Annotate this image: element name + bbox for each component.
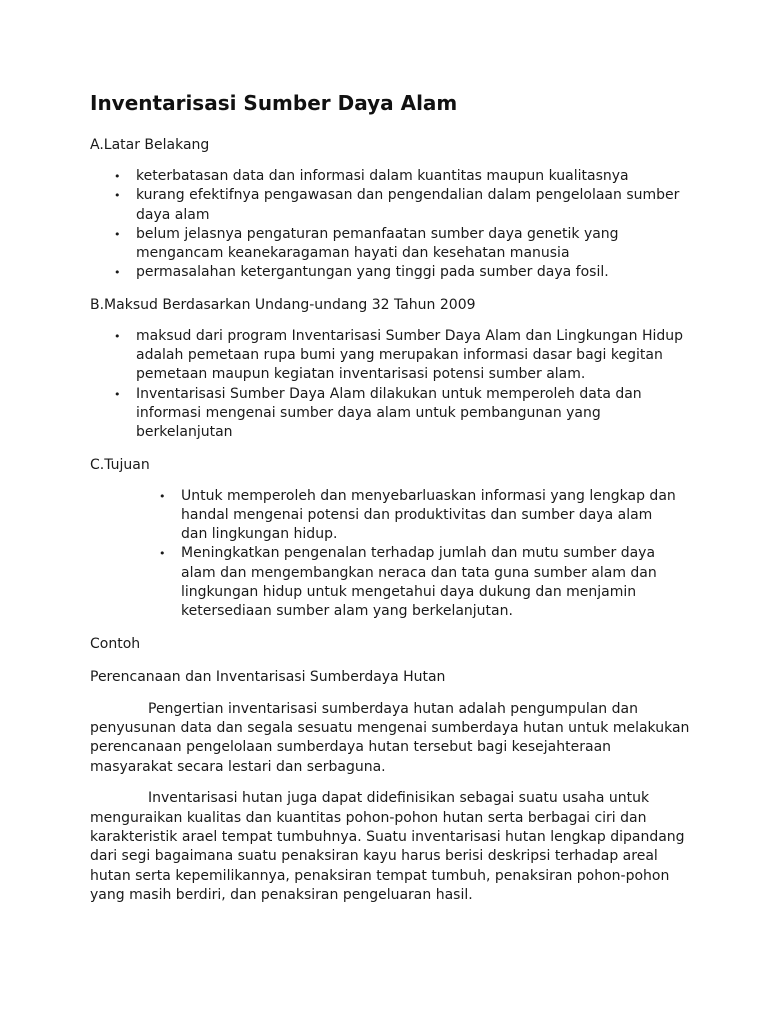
list-item: • Meningkatkan pengenalan terhadap jumlah dan mutu sumber daya alam dan mengembangkan neraca dan tata guna sumber alam dan lingkungan hidup untuk mengetahui daya dukung dan menjamin ketersediaan sumber alam yang berkelanjutan. [159, 545, 657, 620]
subtitle: Perencanaan dan Inventarisasi Sumberdaya Hutan [90, 668, 446, 685]
section-b-heading: B.Maksud Berdasarkan Undang-undang 32 Tahun 2009 [90, 296, 476, 313]
bullet-icon: • [114, 189, 121, 203]
section-a-list [90, 167, 690, 283]
bullet-icon: • [114, 227, 121, 241]
paragraph: Inventarisasi hutan juga dapat didefinisikan sebagai suatu usaha untuk menguraikan kualitas dan kuantitas pohon-pohon hutan serta berbagai ciri dan karakteristik arael tempat tumbuhnya. Suatu inventarisasi hutan lengkap dipandang dari segi bagaimana suatu penaksiran kayu harus berisi deskripsi terhadap areal hutan serta kepemilikannya, penaksiran tempat tumbuh, penaksiran pohon-pohon yang masih berdiri, dan penaksiran pengeluaran hasil. [90, 790, 685, 904]
bullet-icon: • [114, 170, 121, 183]
bullet-icon: • [159, 547, 166, 561]
bullet-icon: • [114, 266, 121, 280]
list-item: • Untuk memperoleh dan menyebarluaskan informasi yang lengkap dan handal mengenai potensi dan produktivitas dan sumber daya alam dan lingkungan hidup. [159, 487, 676, 543]
bullet-icon: • [114, 387, 121, 401]
document-title: Inventarisasi Sumber Daya Alam [90, 91, 458, 115]
section-b-list [90, 327, 690, 443]
list-item: • keterbatasan data dan informasi dalam kuantitas maupun kualitasnya [136, 167, 690, 186]
bullet-icon: • [114, 329, 121, 343]
section-a-heading: A.Latar Belakang [90, 137, 210, 153]
list-item: • kurang efektifnya pengawasan dan pengendalian dalam pengelolaan sumber daya alam [114, 187, 680, 223]
list-item: • permasalahan ketergantungan yang tinggi pada sumber daya fosil. [136, 263, 690, 282]
list-item: • belum jelasnya pengaturan pemanfaatan sumber daya genetik yang mengancam keanekaragaman hayati dan kesehatan manusia [114, 225, 619, 262]
paragraph: Pengertian inventarisasi sumberdaya hutan adalah pengumpulan dan penyusunan data dan segala sesuatu mengenai sumberdaya hutan untuk melakukan perencanaan pengelolaan sumberdaya hutan tersebut bagi kesejahteraan masyarakat secara lestari dan serbaguna. [90, 700, 690, 775]
section-c-heading: C.Tujuan [90, 456, 150, 473]
document-page [90, 88, 690, 918]
list-item: • maksud dari program Inventarisasi Sumber Daya Alam dan Lingkungan Hidup adalah pemetaan rupa bumi yang merupakan informasi dasar bagi kegitan pemetaan maupun kegiatan inventarisasi potensi sumber alam. [114, 327, 684, 383]
section-c-list [90, 487, 690, 622]
list-item: • Inventarisasi Sumber Daya Alam dilakukan untuk memperoleh data dan informasi mengenai sumber daya alam untuk pembangunan yang berkelanjutan [114, 385, 642, 441]
bullet-icon: • [159, 489, 166, 503]
contoh-label: Contoh [90, 635, 141, 652]
